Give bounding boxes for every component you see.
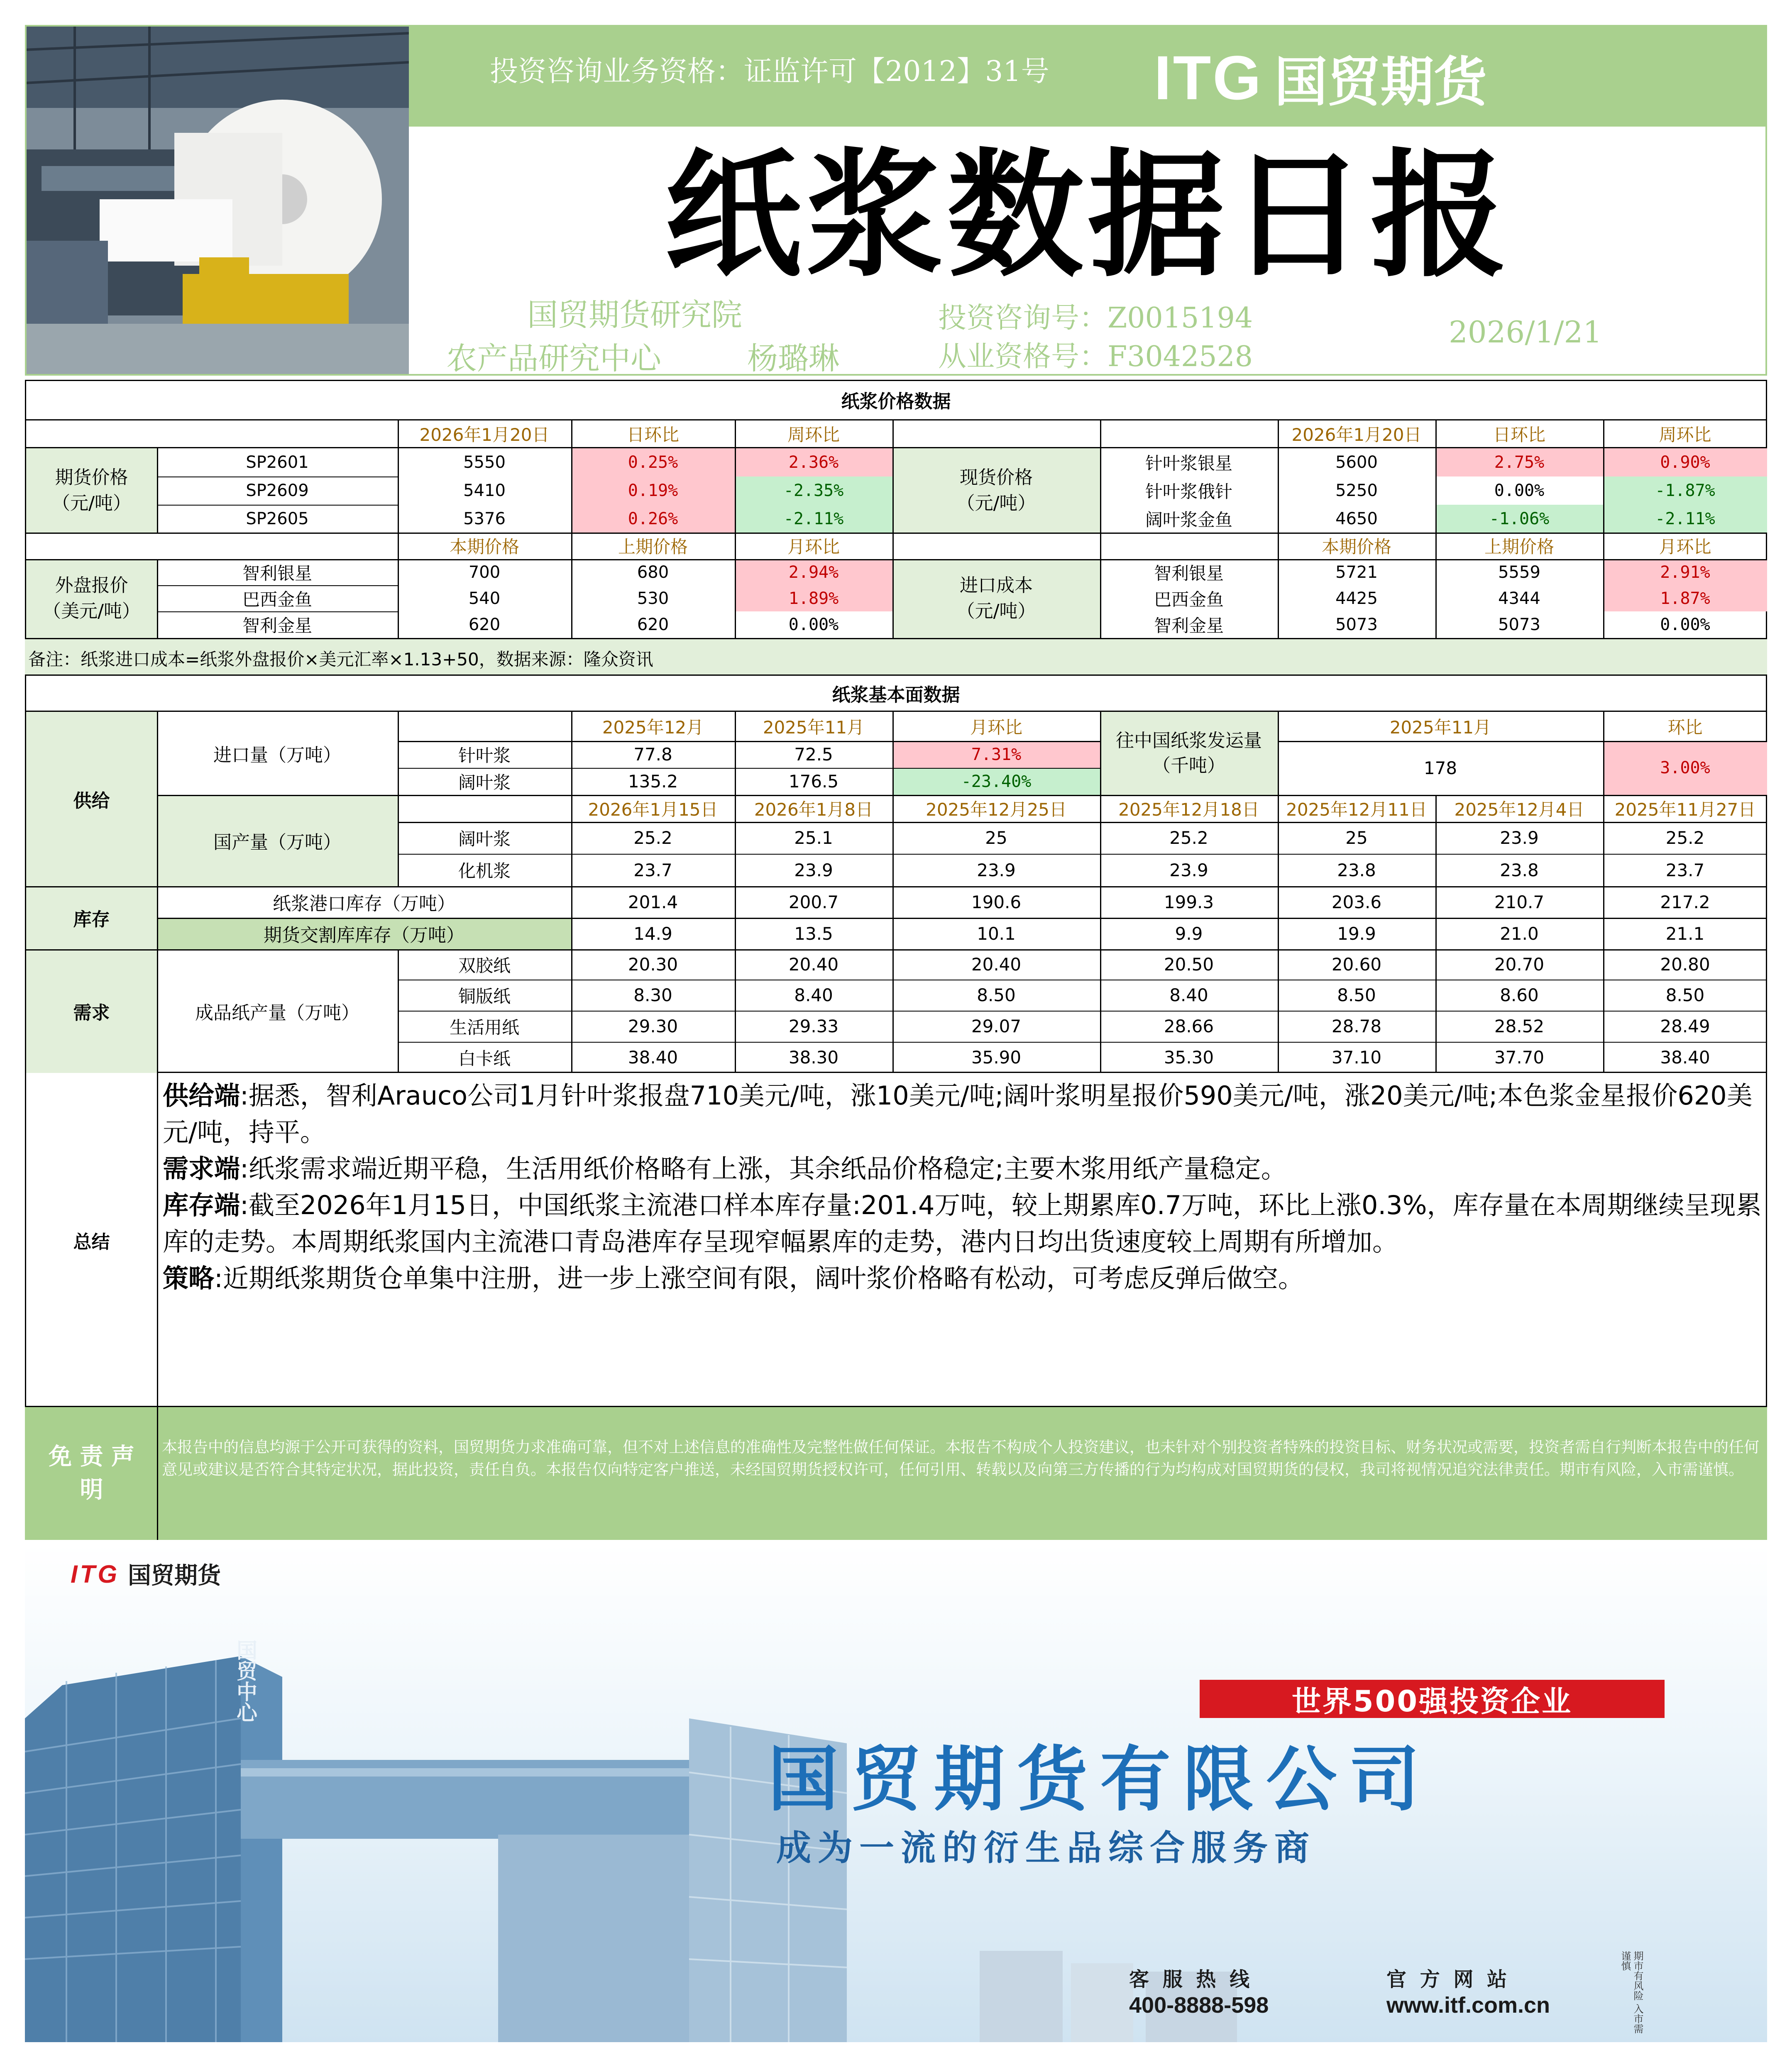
col-header-mom-left: 月环比 [787, 537, 840, 557]
logo-text: ITG [1154, 42, 1263, 112]
summary-strategy [163, 1260, 1763, 1297]
paper-value-3-4: 37.10 [1331, 1047, 1382, 1068]
disclaimer-text: 本报告中的信息均源于公开可获得的资料，国贸期货力求准确可靠，但不对上述信息的准确性及完整性做任何保证。本报告不构成个人投资建议，也未针对个别投资者特殊的投资目标、财务状况或需要，投资者需自行判断本报告中的任何意见或建议是否符合其特定状况，据此投资，责任自负。本报告仅向特定客户推送，未经国贸期货授权许可，任何引用、转载以及向第三方传播的行为均构成对国贸期货的侵权，我司将视情况追究法律责任。期市有风险，入市需谨慎。 [162, 1438, 1759, 1478]
page-title: 纸浆数据日报 [665, 136, 1511, 296]
futures-week-0: 2.36% [735, 448, 892, 477]
col-header-week-right: 周环比 [1659, 425, 1711, 445]
import-col-0: 2025年12月 [602, 717, 704, 738]
stock-delivery-label: 期货交割库库存（万吨） [157, 918, 571, 949]
top500-badge: 世界500强投资企业 [1200, 1680, 1665, 1718]
ship-chg-label: 环比 [1667, 717, 1703, 738]
domestic-value-1-1: 23.9 [794, 860, 833, 880]
paper-value-3-6: 38.40 [1660, 1047, 1710, 1068]
paper-value-2-3: 28.66 [1164, 1016, 1214, 1036]
domestic-value-0-4: 25 [1345, 828, 1368, 848]
import-prev-1: 4344 [1498, 589, 1540, 608]
spot-name-0: 针叶浆银星 [1145, 453, 1232, 474]
paper-value-2-0: 29.30 [628, 1016, 678, 1036]
futures-price-2: 5376 [463, 509, 506, 528]
spot-day-2: -1.06% [1435, 505, 1603, 533]
spot-name-2: 阔叶浆金鱼 [1145, 509, 1232, 530]
paper-value-0-3: 20.50 [1164, 954, 1214, 975]
spot-day-1: 0.00% [1494, 481, 1545, 500]
stock-value-1-1: 13.5 [794, 923, 833, 944]
strategy-head: 策略 [163, 1263, 215, 1293]
header-frame [25, 25, 1767, 376]
col-header-mom-right: 月环比 [1659, 537, 1711, 557]
futures-day-2: 0.26% [571, 505, 735, 533]
company-slogan: 成为一流的衍生品综合服务商 [776, 1828, 1316, 1868]
paper-value-2-4: 28.78 [1331, 1016, 1382, 1036]
disclaimer-divider [157, 1407, 158, 1540]
import-col-1: 2025年11月 [763, 717, 865, 738]
import-cur-2: 5073 [1335, 615, 1378, 634]
company-name: 国贸期货有限公司 [768, 1739, 1433, 1821]
website-label: 官 方 网 站 [1386, 1968, 1511, 1991]
summary-stock [163, 1187, 1763, 1260]
ship-chg: 3.00% [1603, 741, 1767, 795]
institute-label: 国贸期货研究院 [527, 297, 742, 333]
summary-label: 总结 [73, 1231, 110, 1253]
paper-value-0-0: 20.30 [628, 954, 678, 975]
import-cur-1: 4425 [1335, 589, 1378, 608]
stock-value-0-3: 199.3 [1164, 892, 1214, 912]
paper-name-0: 双胶纸 [458, 955, 511, 976]
spot-week-2: -2.11% [1603, 505, 1767, 533]
import-vol-label: 进口量（万吨） [213, 745, 341, 766]
price-note [25, 638, 1767, 674]
stock-value-0-2: 190.6 [971, 892, 1022, 912]
domestic-value-1-4: 23.8 [1337, 860, 1376, 880]
futures-label: 期货价格 （元/吨） [26, 448, 157, 533]
import-col-2: 月环比 [970, 717, 1022, 738]
import-prev-0: 5559 [1498, 562, 1540, 582]
fund-section-title: 纸浆基本面数据 [832, 684, 960, 706]
spot-week-0: 0.90% [1603, 448, 1767, 477]
domestic-value-0-2: 25 [985, 828, 1007, 848]
domestic-value-1-6: 23.7 [1665, 860, 1705, 880]
stock-value-1-0: 14.9 [633, 923, 672, 944]
futures-price-0: 5550 [463, 453, 506, 472]
col-header-prev-left: 上期价格 [618, 537, 688, 557]
stock-value-0-6: 217.2 [1660, 892, 1710, 912]
foreign-name-1: 巴西金鱼 [242, 589, 312, 610]
paper-value-0-6: 20.80 [1660, 954, 1710, 975]
domestic-value-1-5: 23.8 [1500, 860, 1539, 880]
analyst-name: 杨璐琳 [747, 341, 839, 376]
banner-logo [71, 1557, 221, 1591]
spot-price-1: 5250 [1335, 481, 1378, 500]
import-row-b-1: 176.5 [788, 771, 839, 792]
logo-cn: 国贸期货 [1274, 51, 1487, 113]
col-header-cur-right: 本期价格 [1321, 537, 1391, 557]
paper-name-3: 白卡纸 [458, 1048, 511, 1069]
import-name-0: 智利银星 [1154, 563, 1224, 584]
stock-port-label: 纸浆港口库存（万吨） [273, 893, 455, 914]
week-date-4: 2025年12月11日 [1286, 799, 1427, 820]
paper-value-3-3: 35.30 [1164, 1047, 1214, 1068]
import-mom-1: 1.87% [1603, 585, 1767, 611]
report-date: 2026/1/21 [1449, 315, 1602, 349]
foreign-mom-1: 1.89% [735, 585, 892, 611]
spot-week-1: -1.87% [1603, 477, 1767, 505]
stock-value-1-2: 10.1 [977, 923, 1016, 944]
paper-value-2-5: 28.52 [1494, 1016, 1545, 1036]
foreign-mom-0: 2.94% [735, 559, 892, 585]
import-row-name-1: 阔叶浆 [458, 772, 511, 793]
col-header-date-left: 2026年1月20日 [419, 425, 550, 445]
summary-demand [163, 1151, 1763, 1187]
col-header-week-left: 周环比 [787, 425, 840, 445]
import-row-c-0: 7.31% [892, 741, 1100, 768]
import-row-b-0: 72.5 [794, 744, 833, 765]
stock-value-0-5: 210.7 [1494, 892, 1545, 912]
summary-divider [157, 1073, 158, 1407]
foreign-cur-2: 620 [468, 615, 501, 634]
foreign-prev-0: 680 [637, 562, 669, 582]
license-text: 投资咨询业务资格：证监许可【2012】31号 [490, 55, 1049, 88]
strategy-text: :近期纸浆期货仓单集中注册，进一步上涨空间有限，阔叶浆价格略有松动，可考虑反弹后做空。 [214, 1263, 1304, 1293]
paper-value-1-1: 8.40 [794, 985, 833, 1005]
stock-value-1-6: 21.1 [1665, 923, 1705, 944]
paper-value-3-0: 38.40 [628, 1047, 678, 1068]
banner-logo-cn: 国贸期货 [128, 1562, 221, 1589]
futures-week-2: -2.11% [735, 505, 892, 533]
domestic-value-0-0: 25.2 [633, 828, 672, 848]
col-header-day-left: 日环比 [626, 425, 679, 445]
import-row-c-1: -23.40% [892, 768, 1100, 795]
foreign-mom-2: 0.00% [788, 615, 839, 634]
spot-price-2: 4650 [1335, 509, 1378, 528]
ship-label: 往中国纸浆发运量 （千吨） [1100, 712, 1278, 795]
paper-value-1-2: 8.50 [977, 985, 1016, 1005]
risk-note: 期市有风险 入市需谨慎 [1619, 1951, 1643, 2034]
building-sign: 国贸中心 [233, 1640, 257, 1723]
ship-month: 2025年11月 [1389, 717, 1491, 738]
banner-logo-text: ITG [71, 1560, 120, 1588]
paper-value-1-0: 8.30 [633, 985, 672, 1005]
demand-label: 需求 [26, 949, 157, 1073]
domestic-label: 国产量（万吨） [157, 795, 398, 886]
stock-value-1-5: 21.0 [1500, 923, 1539, 944]
paper-value-0-4: 20.60 [1331, 954, 1382, 975]
price-section-title: 纸浆价格数据 [841, 391, 951, 412]
summary-supply [163, 1078, 1763, 1151]
paper-value-3-2: 35.90 [971, 1047, 1022, 1068]
week-date-0: 2026年1月15日 [588, 799, 718, 820]
summary-body [163, 1078, 1763, 1297]
import-row-a-1: 135.2 [628, 771, 678, 792]
foreign-prev-2: 620 [637, 615, 669, 634]
foreign-cur-0: 700 [468, 562, 501, 582]
col-header-prev-right: 上期价格 [1484, 537, 1554, 557]
import-row-a-0: 77.8 [633, 744, 672, 765]
futures-day-1: 0.19% [571, 477, 735, 505]
supply-label: 供给 [26, 712, 157, 886]
paper-value-0-5: 20.70 [1494, 954, 1545, 975]
import-mom-2: 0.00% [1660, 615, 1710, 634]
stock-text: :截至2026年1月15日，中国纸浆主流港口样本库存量:201.4万吨，较上期累库0.7万吨，环比上涨0.3%，库存量在本周期继续呈现累库的走势。本周期纸浆国内主流港口青岛港库存呈现窄幅累库的走势，港内日均出货速度较上周期有所增加。 [163, 1190, 1762, 1257]
futures-day-0: 0.25% [571, 448, 735, 477]
foreign-label: 外盘报价 （美元/吨） [26, 559, 157, 638]
disclaimer-label: 免 责 声 明 [49, 1443, 134, 1503]
import-name-2: 智利金星 [1154, 616, 1224, 636]
stock-value-1-3: 9.9 [1175, 923, 1203, 944]
domestic-value-0-6: 25.2 [1665, 828, 1705, 848]
paper-value-2-2: 29.07 [971, 1016, 1022, 1036]
domestic-value-1-2: 23.9 [977, 860, 1016, 880]
week-date-2: 2025年12月25日 [926, 799, 1067, 820]
import-prev-2: 5073 [1498, 615, 1540, 634]
hotline-number: 400-8888-598 [1129, 1993, 1269, 2018]
foreign-name-2: 智利金星 [242, 616, 312, 636]
domestic-value-1-3: 23.9 [1169, 860, 1208, 880]
paper-value-3-5: 37.70 [1494, 1047, 1545, 1068]
spot-day-0: 2.75% [1435, 448, 1603, 477]
domestic-value-1-0: 23.7 [633, 860, 672, 880]
week-date-1: 2026年1月8日 [754, 799, 873, 820]
foreign-cur-1: 540 [468, 589, 501, 608]
consult-no: 投资咨询号：Z0015194 [938, 302, 1253, 335]
stock-value-1-4: 19.9 [1337, 923, 1376, 944]
paper-value-2-1: 29.33 [788, 1016, 839, 1036]
futures-name-2: SP2605 [246, 509, 309, 528]
import-mom-0: 2.91% [1603, 559, 1767, 585]
price-note-text: 备注：纸浆进口成本=纸浆外盘报价×美元汇率×1.13+50，数据来源：隆众资讯 [28, 649, 653, 670]
stock-label: 库存 [26, 886, 157, 949]
import-row-name-0: 针叶浆 [458, 745, 511, 766]
paper-name-1: 铜版纸 [458, 986, 511, 1007]
supply-head: 供给端 [163, 1080, 240, 1111]
paper-value-1-6: 8.50 [1665, 985, 1705, 1005]
col-header-day-right: 日环比 [1493, 425, 1545, 445]
paper-value-1-3: 8.40 [1169, 985, 1208, 1005]
spot-name-1: 针叶浆俄针 [1145, 481, 1232, 502]
demand-head: 需求端 [163, 1153, 240, 1184]
paper-value-1-4: 8.50 [1337, 985, 1376, 1005]
domestic-value-0-1: 25.1 [794, 828, 833, 848]
futures-name-1: SP2609 [246, 481, 309, 500]
ship-value: 178 [1423, 758, 1457, 778]
futures-price-1: 5410 [463, 481, 506, 500]
spot-label: 现货价格 （元/吨） [892, 448, 1100, 533]
col-header-cur-left: 本期价格 [449, 537, 519, 557]
supply-text: :据悉，智利Arauco公司1月针叶浆报盘710美元/吨，涨10美元/吨;阔叶浆明星报价590美元/吨，涨20美元/吨;本色浆金星报价620美元/吨，持平。 [163, 1080, 1753, 1147]
paper-value-1-5: 8.60 [1500, 985, 1539, 1005]
paper-label: 成品纸产量（万吨） [195, 1002, 359, 1024]
domestic-value-0-5: 23.9 [1500, 828, 1539, 848]
paper-name-2: 生活用纸 [449, 1017, 519, 1038]
stock-value-0-0: 201.4 [628, 892, 678, 912]
futures-name-0: SP2601 [246, 453, 309, 472]
stock-value-0-1: 200.7 [788, 892, 839, 912]
hotline-label: 客 服 热 线 [1129, 1968, 1253, 1991]
domestic-name-0: 阔叶浆 [458, 828, 511, 849]
stock-head: 库存端 [163, 1190, 240, 1220]
domestic-value-0-3: 25.2 [1169, 828, 1208, 848]
col-header-date-right: 2026年1月20日 [1291, 425, 1422, 445]
stock-value-0-4: 203.6 [1331, 892, 1382, 912]
spot-price-0: 5600 [1335, 453, 1378, 472]
week-date-5: 2025年12月4日 [1454, 799, 1584, 820]
center-label: 农产品研究中心 [446, 341, 661, 376]
paper-value-2-6: 28.49 [1660, 1016, 1710, 1036]
paper-value-0-2: 20.40 [971, 954, 1022, 975]
week-date-6: 2025年11月27日 [1614, 799, 1756, 820]
foreign-prev-1: 530 [637, 589, 669, 608]
paper-value-0-1: 20.40 [788, 954, 839, 975]
paper-value-3-1: 38.30 [788, 1047, 839, 1068]
import-cur-0: 5721 [1335, 562, 1378, 582]
website-url: www.itf.com.cn [1386, 1993, 1550, 2018]
week-date-3: 2025年12月18日 [1118, 799, 1259, 820]
import-name-1: 巴西金鱼 [1154, 589, 1224, 610]
domestic-name-1: 化机浆 [458, 861, 511, 881]
foreign-name-0: 智利银星 [242, 563, 312, 584]
futures-week-1: -2.35% [735, 477, 892, 505]
qual-no: 从业资格号：F3042528 [938, 340, 1253, 373]
demand-text: :纸浆需求端近期平稳，生活用纸价格略有上涨，其余纸品价格稳定;主要木浆用纸产量稳定。 [240, 1153, 1287, 1184]
import-cost-label: 进口成本 （元/吨） [892, 559, 1100, 638]
